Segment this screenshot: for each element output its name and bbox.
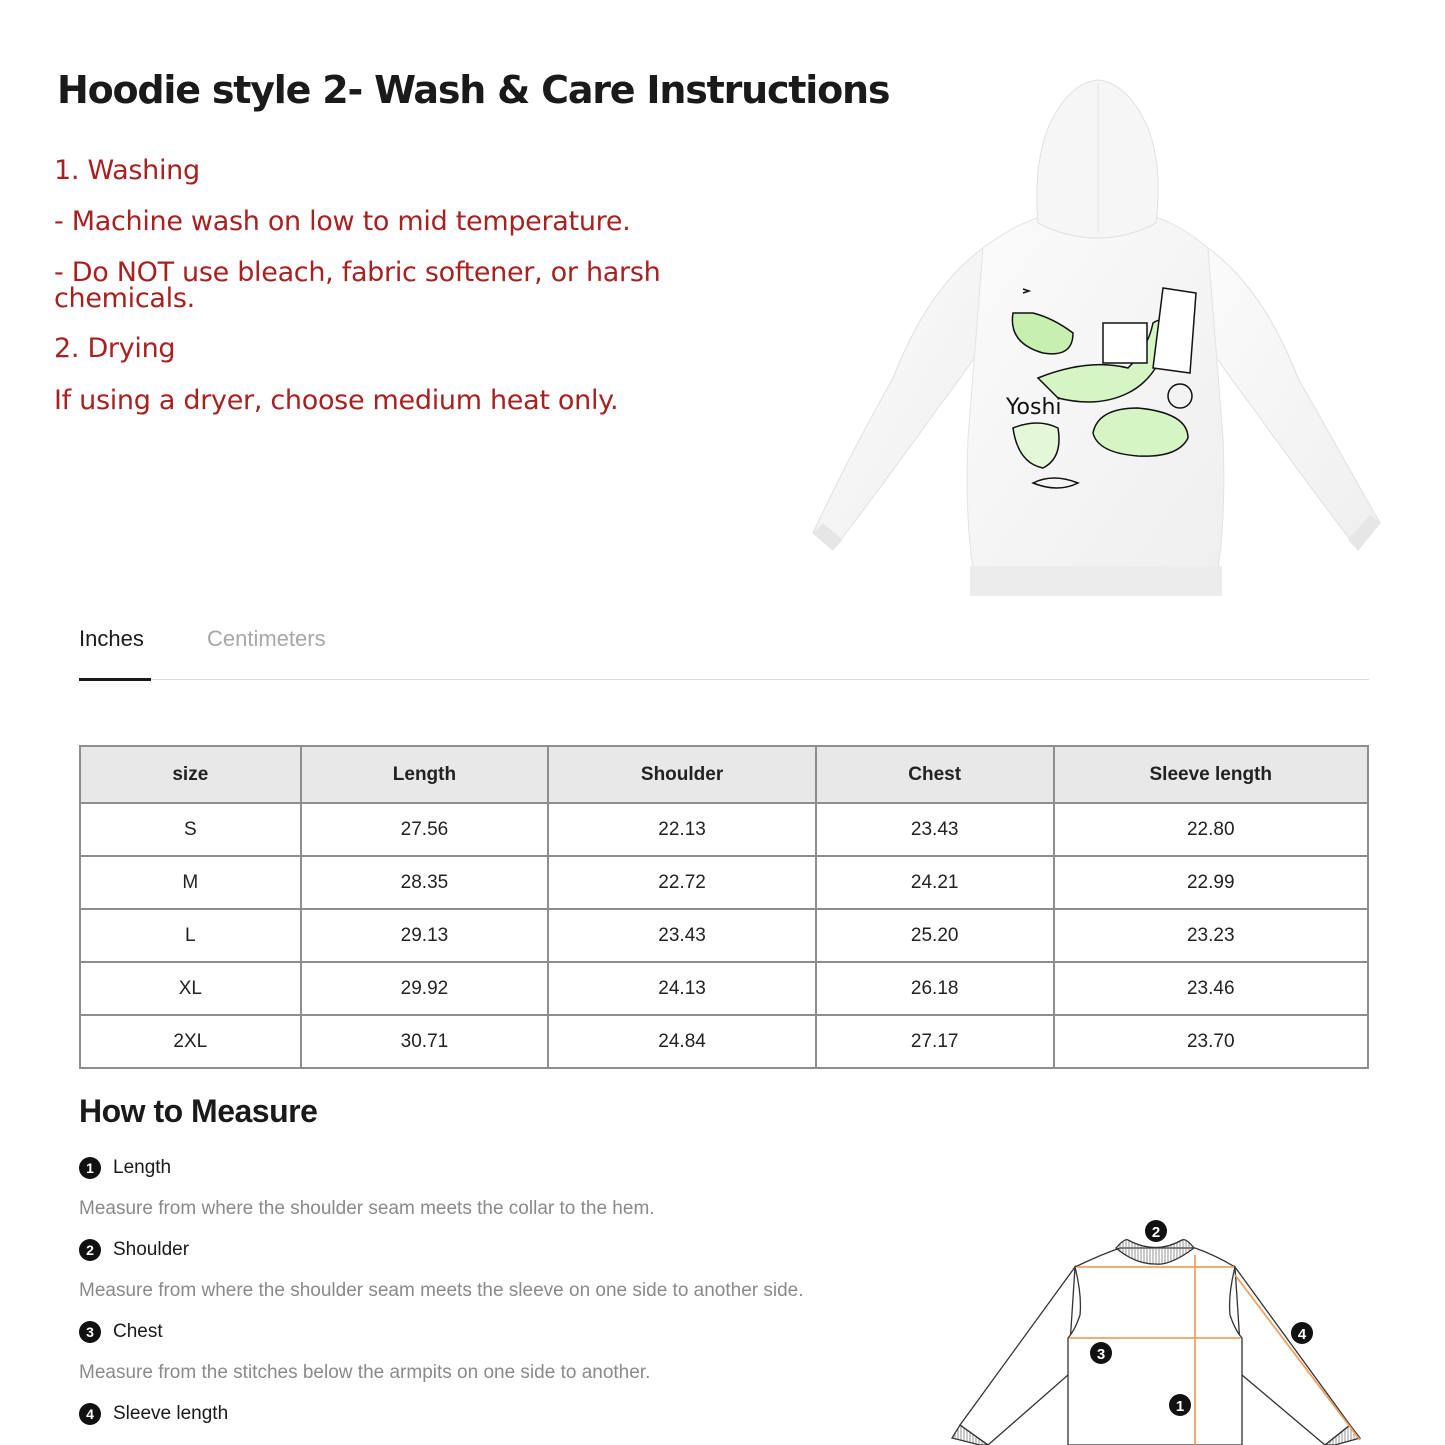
cell-length: 29.92 <box>301 962 549 1015</box>
measure-item-sleeve-length <box>79 1403 228 1425</box>
measure-desc-shoulder: Measure from where the shoulder seam meets the sleeve on one side to another side. <box>79 1280 804 1301</box>
table-row <box>80 803 1368 856</box>
cell-sleeve-length: 22.99 <box>1054 856 1369 909</box>
cell-shoulder: 22.13 <box>548 803 816 856</box>
table-header-row <box>80 746 1368 803</box>
measure-desc-chest: Measure from the stitches below the armpits on one side to another. <box>79 1362 651 1383</box>
number-1-icon: 1 <box>79 1157 101 1179</box>
header-size: size <box>80 746 301 803</box>
table-row <box>80 856 1368 909</box>
measure-label: Chest <box>113 1321 163 1342</box>
cell-sleeve-length: 23.23 <box>1054 909 1369 962</box>
table-row <box>80 962 1368 1015</box>
cell-sleeve-length: 23.70 <box>1054 1015 1369 1068</box>
measure-label: Length <box>113 1157 172 1178</box>
cell-size: 2XL <box>80 1015 301 1068</box>
svg-text:1: 1 <box>1175 1398 1185 1415</box>
cell-shoulder: 23.43 <box>548 909 816 962</box>
svg-text:2: 2 <box>1151 1224 1161 1241</box>
cell-shoulder: 22.72 <box>548 856 816 909</box>
number-4-icon: 4 <box>79 1403 101 1425</box>
svg-text:Yoshi: Yoshi <box>1006 395 1062 420</box>
cell-size: L <box>80 909 301 962</box>
active-tab-indicator <box>79 678 151 681</box>
hoodie-product-image <box>808 78 1383 598</box>
drying-instruction-1: If using a dryer, choose medium heat only. <box>54 385 619 416</box>
number-3-icon: 3 <box>79 1321 101 1343</box>
cell-chest: 25.20 <box>816 909 1054 962</box>
washing-instruction-1: - Machine wash on low to mid temperature. <box>54 206 631 237</box>
table-row <box>80 1015 1368 1068</box>
cell-chest: 24.21 <box>816 856 1054 909</box>
measure-desc-length: Measure from where the shoulder seam meets the collar to the hem. <box>79 1198 655 1219</box>
cell-sleeve-length: 23.46 <box>1054 962 1369 1015</box>
svg-text:3: 3 <box>1096 1346 1106 1363</box>
cell-length: 30.71 <box>301 1015 549 1068</box>
measure-item-chest <box>79 1321 163 1343</box>
cell-chest: 27.17 <box>816 1015 1054 1068</box>
cell-length: 28.35 <box>301 856 549 909</box>
svg-text:4: 4 <box>1297 1326 1307 1343</box>
measure-label: Shoulder <box>113 1239 190 1260</box>
cell-length: 27.56 <box>301 803 549 856</box>
unit-tabs <box>79 622 1369 680</box>
table-row <box>80 909 1368 962</box>
measure-label: Sleeve length <box>113 1403 229 1424</box>
measurement-diagram <box>930 1200 1380 1445</box>
header-length: Length <box>301 746 549 803</box>
cell-size: XL <box>80 962 301 1015</box>
drying-heading: 2. Drying <box>54 333 176 364</box>
cell-shoulder: 24.13 <box>548 962 816 1015</box>
washing-heading: 1. Washing <box>54 155 200 186</box>
washing-instruction-2: - Do NOT use bleach, fabric softener, or harsh chemicals. <box>54 257 661 314</box>
cell-chest: 26.18 <box>816 962 1054 1015</box>
size-chart-table <box>79 745 1369 1069</box>
cell-size: S <box>80 803 301 856</box>
cell-size: M <box>80 856 301 909</box>
header-shoulder: Shoulder <box>548 746 816 803</box>
header-chest: Chest <box>816 746 1054 803</box>
how-to-measure-heading: How to Measure <box>79 1093 318 1129</box>
number-2-icon: 2 <box>79 1239 101 1261</box>
measure-item-length <box>79 1157 171 1179</box>
measure-item-shoulder <box>79 1239 189 1261</box>
how-to-measure-section <box>79 1093 929 1424</box>
page-title: Hoodie style 2- Wash & Care Instructions <box>57 68 890 112</box>
cell-length: 29.13 <box>301 909 549 962</box>
tab-inches[interactable]: Inches <box>79 626 144 651</box>
cell-chest: 23.43 <box>816 803 1054 856</box>
tab-centimeters[interactable]: Centimeters <box>207 626 326 651</box>
cell-sleeve-length: 22.80 <box>1054 803 1369 856</box>
header-sleeve-length: Sleeve length <box>1054 746 1369 803</box>
cell-shoulder: 24.84 <box>548 1015 816 1068</box>
